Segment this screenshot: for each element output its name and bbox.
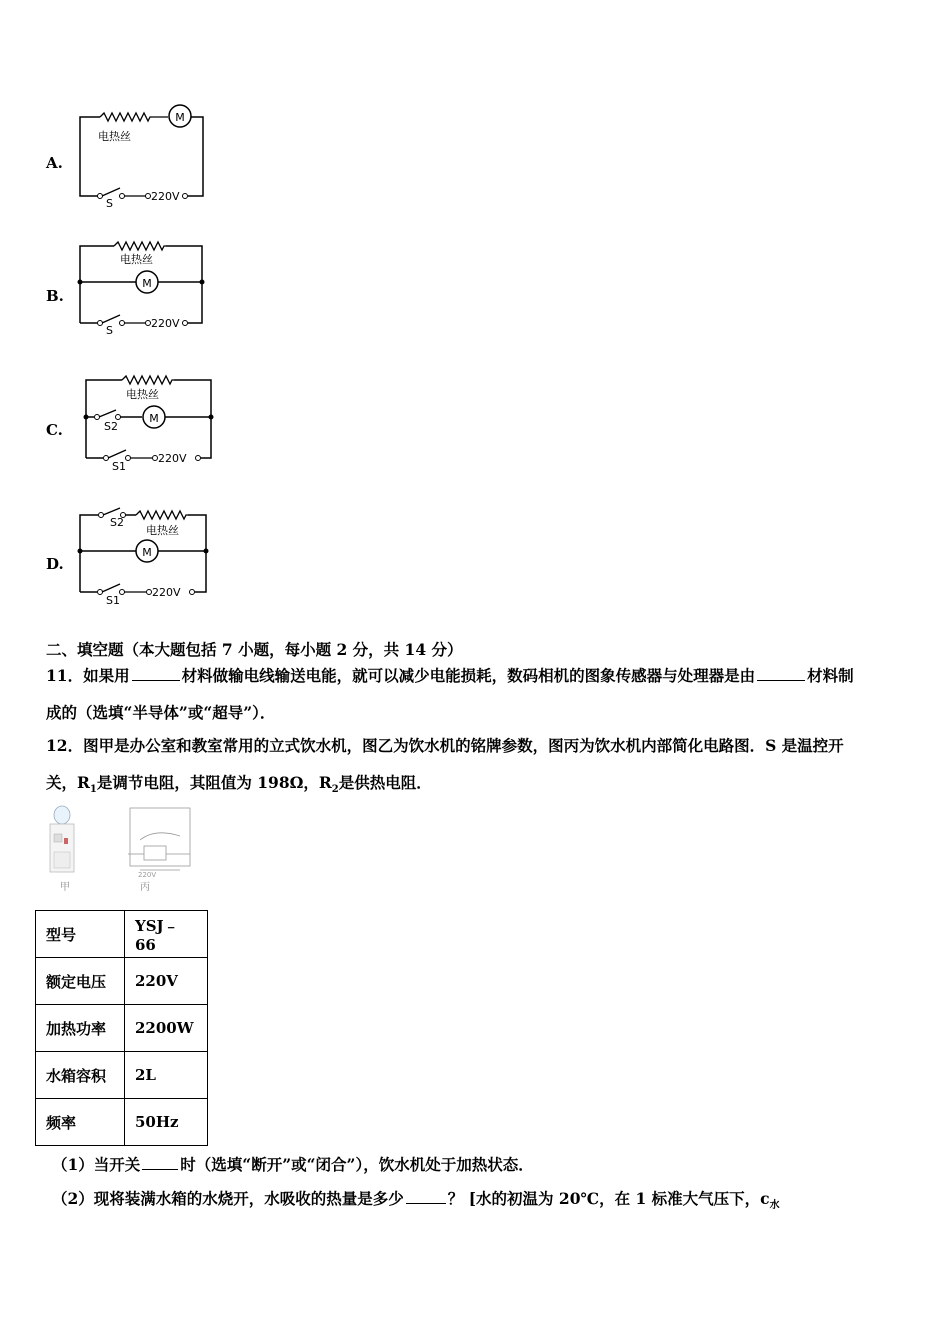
spec-key: 加热功率: [36, 1005, 125, 1052]
sub2-sub-water: 水: [769, 1200, 780, 1212]
q11-blank-2: [757, 665, 805, 682]
fig-jia-label: 甲: [60, 882, 70, 893]
question-11-line1: [46, 664, 854, 686]
table-row: [36, 1099, 208, 1146]
motor-symbol: M: [149, 412, 159, 425]
q12-text-a: 关，R: [46, 773, 90, 792]
question-12-line2: [46, 771, 432, 795]
voltage-label: 220V: [152, 586, 181, 599]
q12-figures: [40, 804, 200, 898]
switch1-label: S1: [106, 594, 120, 607]
sub1-text-a: （1）当开关: [52, 1155, 141, 1174]
switch2-label: S2: [104, 420, 118, 433]
motor-symbol: M: [142, 546, 152, 559]
q11-blank-1: [132, 665, 180, 682]
option-d-circuit: [70, 502, 215, 608]
fig-voltage-label: 220V: [138, 871, 157, 879]
option-a-label: A.: [46, 154, 63, 172]
heater-label: 电热丝: [98, 130, 131, 143]
option-a-circuit: [70, 100, 210, 208]
voltage-label: 220V: [151, 317, 180, 330]
switch1-label: S1: [112, 460, 126, 473]
heater-label: 电热丝: [146, 524, 179, 537]
sub2-text-a: （2）现将装满水箱的水烧开，水吸收的热量是多少: [52, 1189, 404, 1208]
subquestion-1: [52, 1153, 534, 1175]
heater-label: 电热丝: [126, 388, 159, 401]
voltage-label: 220V: [151, 190, 180, 203]
subquestion-2: [52, 1187, 780, 1211]
sub2-blank: [406, 1188, 446, 1205]
section-heading: 二、填空题（本大题包括 7 小题，每小题 2 分，共 14 分）: [46, 640, 463, 659]
q12-sub-1: 1: [89, 784, 97, 796]
question-12-line1: 12．图甲是办公室和教室常用的立式饮水机，图乙为饮水机的铭牌参数，图丙为饮水机内部简化电路图．S 是温控开: [46, 736, 844, 755]
spec-key: 额定电压: [36, 958, 125, 1005]
spec-value: 50Hz: [125, 1099, 208, 1146]
q11-text-2: 材料做输电线输送电能，就可以减少电能损耗，数码相机的图象传感器与处理器是由: [181, 666, 756, 685]
table-row: [36, 1052, 208, 1099]
option-c-label: C.: [46, 421, 63, 439]
q11-text-1: 11．如果用: [46, 666, 130, 685]
heater-label: 电热丝: [120, 253, 153, 266]
table-row: [36, 1005, 208, 1052]
spec-key: 频率: [36, 1099, 125, 1146]
spec-key: 水箱容积: [36, 1052, 125, 1099]
sub1-blank: [142, 1154, 178, 1171]
sub2-text-b: ？ [水的初温为 20℃，在 1 标准大气压下，c: [447, 1189, 770, 1208]
spec-key: 型号: [36, 911, 125, 958]
option-c-circuit: [76, 368, 221, 474]
sub1-text-b: 时（选填“断开”或“闭合”），饮水机处于加热状态．: [180, 1155, 534, 1174]
motor-symbol: M: [142, 277, 152, 290]
switch-label: S: [106, 324, 113, 335]
switch2-label: S2: [110, 516, 124, 529]
option-d-label: D.: [46, 555, 64, 573]
water-dispenser-illustration: [50, 806, 74, 872]
option-b-circuit: [70, 233, 210, 335]
table-row: [36, 911, 208, 958]
option-b-label: B.: [46, 287, 64, 305]
spec-value: 2L: [125, 1052, 208, 1099]
q11-text-3: 材料制: [807, 666, 854, 685]
q12-text-c: 是供热电阻．: [338, 773, 432, 792]
spec-value: 2200W: [125, 1005, 208, 1052]
heater-circuit-illustration: [128, 808, 190, 870]
spec-value: 220V: [125, 958, 208, 1005]
table-row: [36, 958, 208, 1005]
spec-value: YSJ﹣66: [125, 911, 208, 958]
voltage-label: 220V: [158, 452, 187, 465]
motor-symbol: M: [175, 111, 185, 124]
q12-text-b: 是调节电阻，其阻值为 198Ω，R: [96, 773, 332, 792]
spec-table: [35, 910, 208, 1146]
fig-bing-label: 丙: [140, 882, 150, 893]
switch-label: S: [106, 197, 113, 208]
question-11-line2: 成的（选填“半导体”或“超导”）．: [46, 703, 276, 722]
q12-sub-2: 2: [331, 784, 339, 796]
